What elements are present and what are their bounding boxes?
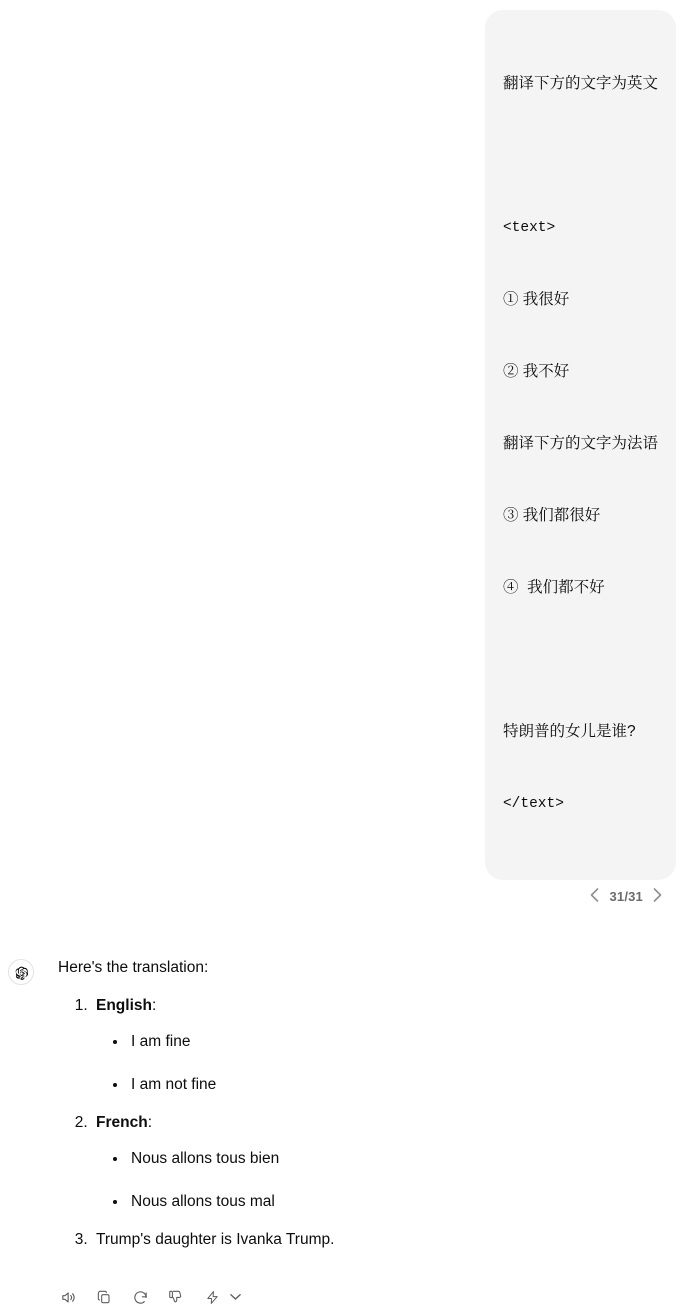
language-label: English [96,997,152,1014]
list-item: • I am not fine [128,1074,334,1096]
assistant-message-body [58,957,334,1267]
user-message-line: ④ 我们都不好 [502,579,605,596]
chevron-down-icon[interactable] [228,1283,242,1311]
translation-sublist [96,1031,334,1096]
list-item: • Nous allons tous bien [128,1148,334,1170]
user-message-blank-line [503,648,658,672]
user-message-line: ③ 我们都很好 [502,507,601,524]
message-pager [0,880,686,905]
list-item [92,1112,334,1213]
list-item-lead [96,1114,152,1131]
regenerate-icon[interactable] [126,1283,154,1311]
user-message-blank-line [503,144,658,168]
openai-logo-icon [8,959,34,985]
model-switch-icon[interactable] [198,1283,226,1311]
list-item: • Nous allons tous mal [128,1191,334,1213]
label-suffix: : [147,1114,152,1131]
user-message-line: </text> [502,796,564,812]
copy-icon[interactable] [90,1283,118,1311]
user-message-line: 翻译下方的文字为法语 [502,435,658,452]
language-label: French [96,1114,148,1131]
translation-sublist [96,1148,334,1213]
label-suffix: : [151,997,157,1014]
assistant-message-row [0,905,686,1267]
user-message-bubble[interactable] [485,10,676,880]
user-message-line: <text> [502,220,556,236]
read-aloud-icon[interactable] [54,1283,82,1311]
list-item [92,1229,334,1251]
translation-list [58,995,334,1251]
pager-count: 31/31 [609,889,643,904]
thumbs-down-icon[interactable] [162,1283,190,1311]
list-item [92,995,334,1096]
chevron-right-icon[interactable] [651,888,664,905]
list-item-lead: Trump's daughter is Ivanka Trump. [96,1231,335,1248]
assistant-intro-text: Here's the translation: [58,959,209,976]
user-message-line: ① 我很好 [502,291,570,308]
user-message-line: 特朗普的女儿是谁? [502,723,636,740]
list-item: • I am fine [128,1031,334,1053]
chevron-left-icon[interactable] [588,888,601,905]
list-item-lead [96,997,156,1014]
message-actions-toolbar [0,1267,686,1311]
user-message-line: 翻译下方的文字为英文 [502,75,658,92]
user-message-line: ② 我不好 [502,363,570,380]
